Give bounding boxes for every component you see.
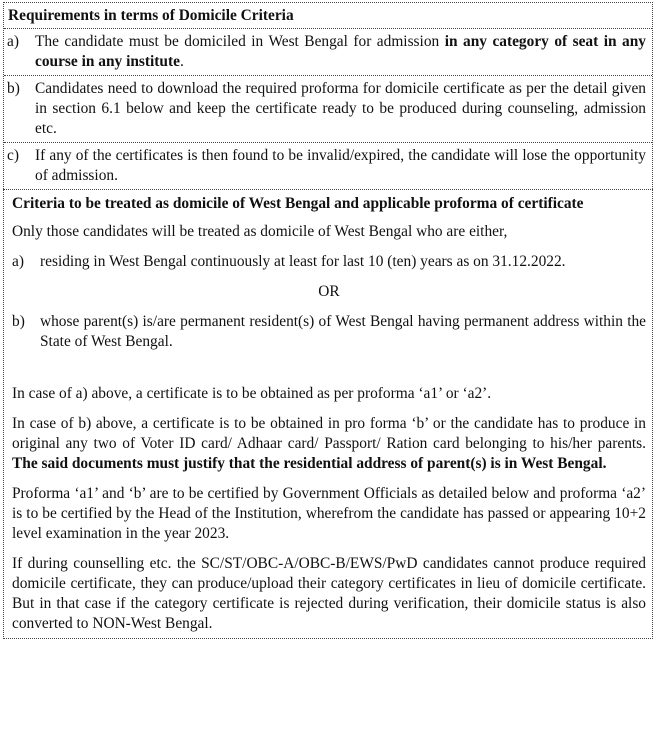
paragraph-case-a: In case of a) above, a certificate is to be obtained as per proforma ‘a1’ or ‘a2’. — [12, 385, 492, 402]
criteria-title: Criteria to be treated as domicile of West Bengal and applicable proforma of certificate — [12, 195, 584, 212]
requirement-item-b — [4, 76, 652, 143]
paragraph-text: In case of b) above, a certificate is to be obtained in pro forma ‘b’ or the candidate has to produce in original any two of Voter ID card/ Adhaar card/ Passport/ Ration card belonging to his/her parents. — [12, 415, 646, 452]
item-marker: c) — [7, 147, 19, 164]
spacer — [12, 362, 646, 384]
domicile-criteria-box — [3, 189, 653, 639]
requirement-item-a — [4, 29, 652, 76]
criteria-intro: Only those candidates will be treated as domicile of West Bengal who are either, — [12, 223, 508, 240]
criteria-item-b — [12, 312, 646, 352]
item-text: whose parent(s) is/are permanent resident(s) of West Bengal having permanent address within the State of West Bengal. — [40, 313, 646, 350]
criteria-item-a — [12, 252, 646, 272]
item-text — [35, 32, 646, 72]
item-marker: a) — [12, 253, 24, 270]
item-text: If any of the certificates is then found to be invalid/expired, the candidate will lose the opportunity of admission. — [35, 147, 646, 184]
item-text-part: The candidate must be domiciled in West Bengal for admission — [35, 33, 445, 50]
paragraph-certification: Proforma ‘a1’ and ‘b’ are to be certified by Government Officials as detailed below and proforma ‘a2’ is to be certified by the Head of the Institution, wherefrom the candidate has passed or appearing 10+2 level examination in the year 2023. — [12, 485, 646, 542]
paragraph-case-b — [12, 414, 646, 474]
item-text: residing in West Bengal continuously at least for last 10 (ten) years as on 31.12.2022. — [40, 253, 566, 270]
item-marker: b) — [12, 313, 25, 330]
item-text-part: . — [179, 53, 184, 70]
paragraph-counselling: If during counselling etc. the SC/ST/OBC-A/OBC-B/EWS/PwD candidates cannot produce required domicile certificate, they can produce/upload their category certificates in lieu of domicile certificate. But in that case if the category certificate is rejected during verification, their domicile status is also converted to NON-West Bengal. — [12, 555, 646, 632]
or-separator: OR — [318, 283, 340, 300]
item-text: Candidates need to download the required proforma for domicile certificate as per the detail given in section 6.1 below and keep the certificate ready to be produced during counseling, admission etc. — [35, 80, 646, 137]
domicile-requirements-table — [3, 2, 653, 189]
section-title: Requirements in terms of Domicile Criteria — [4, 3, 652, 29]
item-marker: a) — [7, 33, 19, 50]
paragraph-bold-text: The said documents must justify that the residential address of parent(s) is in West Bengal. — [12, 455, 607, 472]
item-text-bold: in any category of seat in any course in any institute — [35, 33, 646, 70]
item-marker: b) — [7, 80, 20, 97]
criteria-section — [4, 190, 652, 638]
requirement-item-c — [4, 143, 652, 189]
